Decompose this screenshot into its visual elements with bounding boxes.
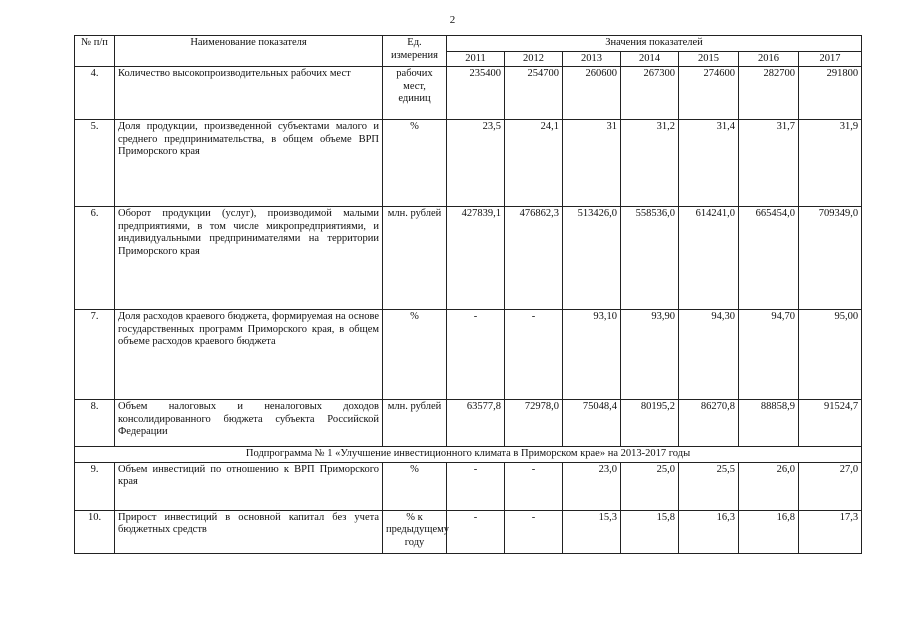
row-value: 476862,3 <box>505 207 563 310</box>
row-value: 235400 <box>447 67 505 120</box>
row-value: 267300 <box>621 67 679 120</box>
row-value: 15,8 <box>621 510 679 553</box>
row-value: - <box>505 462 563 510</box>
row-value: 427839,1 <box>447 207 505 310</box>
row-unit: % <box>383 310 447 400</box>
row-name: Количество высокопроизводительных рабочих мест <box>115 67 383 120</box>
row-value: - <box>447 310 505 400</box>
row-value: 709349,0 <box>799 207 862 310</box>
row-num: 8. <box>75 400 115 447</box>
row-name: Оборот продукции (услуг), производимой малыми предприятиями, в том числе микропредприятиями, и индивидуальными предпринимателями на территории Приморского края <box>115 207 383 310</box>
row-value: - <box>505 510 563 553</box>
row-value: 274600 <box>679 67 739 120</box>
row-name: Доля продукции, произведенной субъектами малого и среднего предпринимательства, в общем объеме ВРП Приморского края <box>115 120 383 207</box>
table-row <box>75 67 862 120</box>
row-value: 31,9 <box>799 120 862 207</box>
row-value: 25,5 <box>679 462 739 510</box>
row-value: - <box>505 310 563 400</box>
header-row <box>75 36 862 52</box>
header-num: № п/п <box>75 36 115 67</box>
header-name: Наименование показателя <box>115 36 383 67</box>
row-value: 16,3 <box>679 510 739 553</box>
row-value: 513426,0 <box>563 207 621 310</box>
row-name: Доля расходов краевого бюджета, формируемая на основе государственных программ Приморского края, в общем объеме расходов краевого бюджета <box>115 310 383 400</box>
row-unit: рабочих мест, единиц <box>383 67 447 120</box>
row-value: 93,10 <box>563 310 621 400</box>
row-value: 94,70 <box>739 310 799 400</box>
row-value: 72978,0 <box>505 400 563 447</box>
row-name: Прирост инвестиций в основной капитал без учета бюджетных средств <box>115 510 383 553</box>
row-value: 291800 <box>799 67 862 120</box>
subprogram-row <box>75 447 862 463</box>
row-num: 6. <box>75 207 115 310</box>
table-row <box>75 207 862 310</box>
row-value: 17,3 <box>799 510 862 553</box>
row-value: - <box>447 510 505 553</box>
row-value: 95,00 <box>799 310 862 400</box>
table-row <box>75 400 862 447</box>
row-unit: % <box>383 120 447 207</box>
year-2013: 2013 <box>563 51 621 67</box>
row-unit: % <box>383 462 447 510</box>
row-value: 86270,8 <box>679 400 739 447</box>
row-value: 24,1 <box>505 120 563 207</box>
row-value: 26,0 <box>739 462 799 510</box>
row-unit: млн. рублей <box>383 207 447 310</box>
year-2014: 2014 <box>621 51 679 67</box>
year-2012: 2012 <box>505 51 563 67</box>
table-row <box>75 310 862 400</box>
row-value: 80195,2 <box>621 400 679 447</box>
header-unit: Ед. измерения <box>383 36 447 67</box>
row-value: 93,90 <box>621 310 679 400</box>
row-value: 31 <box>563 120 621 207</box>
indicators-table <box>74 35 862 554</box>
row-value: 260600 <box>563 67 621 120</box>
row-value: 31,7 <box>739 120 799 207</box>
subprogram-title: Подпрограмма № 1 «Улучшение инвестиционного климата в Приморском крае» на 2013-2017 годы <box>75 447 862 463</box>
year-2015: 2015 <box>679 51 739 67</box>
row-value: 282700 <box>739 67 799 120</box>
row-unit: млн. рублей <box>383 400 447 447</box>
header-values: Значения показателей <box>447 36 862 52</box>
row-value: 25,0 <box>621 462 679 510</box>
row-num: 10. <box>75 510 115 553</box>
table-row <box>75 120 862 207</box>
row-value: 94,30 <box>679 310 739 400</box>
row-value: 31,4 <box>679 120 739 207</box>
row-value: 665454,0 <box>739 207 799 310</box>
row-num: 5. <box>75 120 115 207</box>
row-unit: % к предыдущему году <box>383 510 447 553</box>
row-num: 4. <box>75 67 115 120</box>
row-value: 23,0 <box>563 462 621 510</box>
year-2016: 2016 <box>739 51 799 67</box>
row-num: 7. <box>75 310 115 400</box>
row-value: 15,3 <box>563 510 621 553</box>
row-value: 558536,0 <box>621 207 679 310</box>
row-value: - <box>447 462 505 510</box>
page-number: 2 <box>449 14 456 26</box>
row-value: 254700 <box>505 67 563 120</box>
row-value: 75048,4 <box>563 400 621 447</box>
row-value: 614241,0 <box>679 207 739 310</box>
year-2011: 2011 <box>447 51 505 67</box>
year-2017: 2017 <box>799 51 862 67</box>
table-row <box>75 510 862 553</box>
row-num: 9. <box>75 462 115 510</box>
row-value: 91524,7 <box>799 400 862 447</box>
row-name: Объем налоговых и неналоговых доходов консолидированного бюджета субъекта Российской Федерации <box>115 400 383 447</box>
row-value: 23,5 <box>447 120 505 207</box>
row-value: 63577,8 <box>447 400 505 447</box>
row-name: Объем инвестиций по отношению к ВРП Приморского края <box>115 462 383 510</box>
row-value: 31,2 <box>621 120 679 207</box>
row-value: 16,8 <box>739 510 799 553</box>
row-value: 27,0 <box>799 462 862 510</box>
table-row <box>75 462 862 510</box>
row-value: 88858,9 <box>739 400 799 447</box>
